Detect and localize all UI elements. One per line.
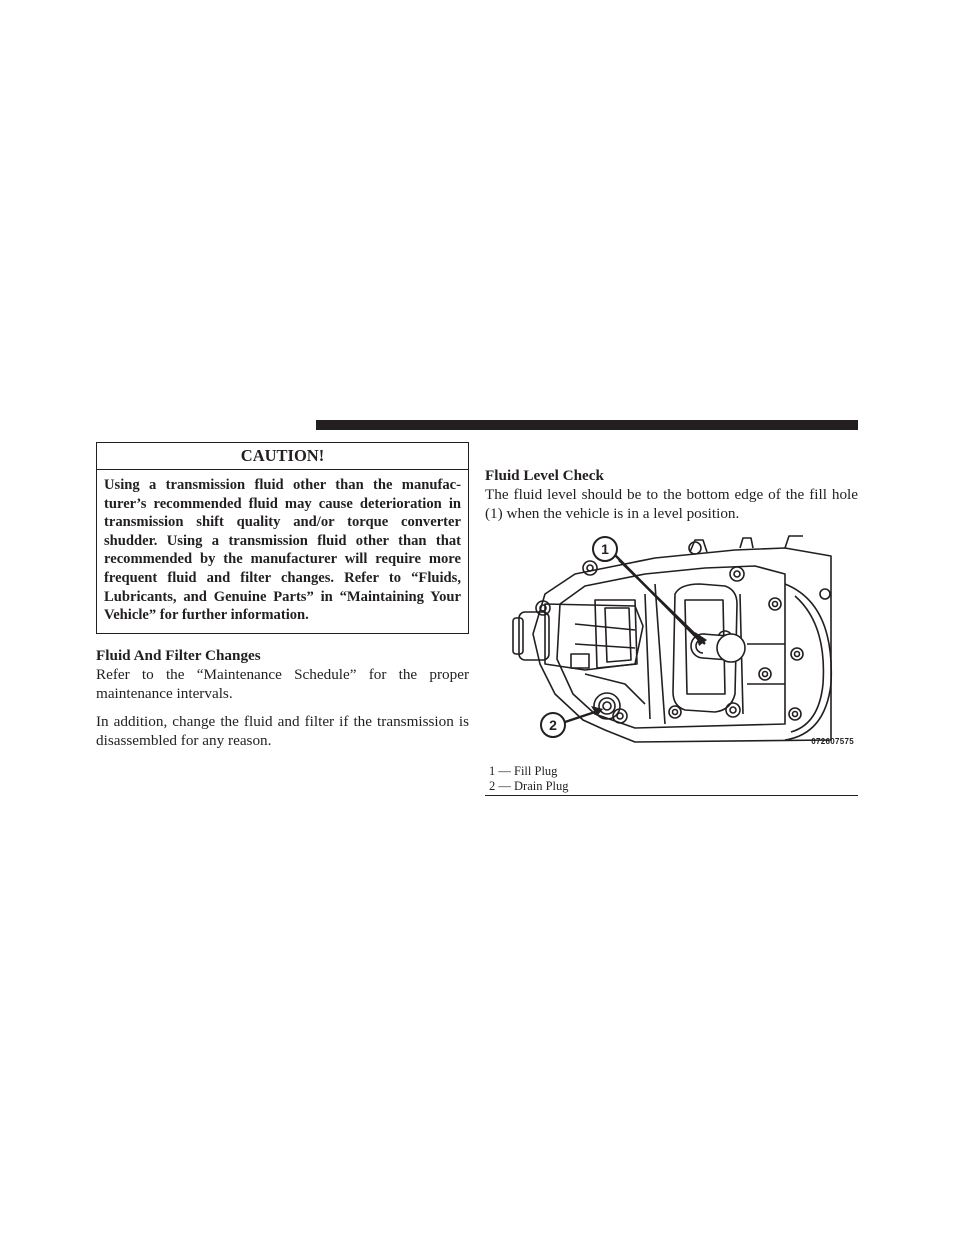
transmission-figure xyxy=(485,534,858,762)
fluid-filter-heading: Fluid And Filter Changes xyxy=(96,646,261,664)
fluid-filter-para-2: In addition, change the fluid and filter if the transmission is disassembled for any reason. xyxy=(96,712,469,749)
figure-legend xyxy=(485,764,858,793)
fluid-level-heading: Fluid Level Check xyxy=(485,467,604,484)
right-column xyxy=(485,466,858,796)
figure-code: 072607575 xyxy=(811,737,854,746)
left-column xyxy=(96,442,469,750)
header-bar xyxy=(316,420,858,430)
callout-2: 2 xyxy=(549,717,557,733)
legend-item-drain-plug: 2 — Drain Plug xyxy=(489,778,569,793)
fluid-level-para: The fluid level should be to the bottom edge of the fill hole (1) when the vehicle is in a level position. xyxy=(485,486,858,522)
legend-divider xyxy=(485,795,858,796)
fluid-filter-para-1: Refer to the “Maintenance Schedule” for the proper maintenance intervals. xyxy=(96,665,469,702)
caution-title: CAUTION! xyxy=(97,443,468,470)
transmission-illustration xyxy=(485,534,858,762)
caution-box xyxy=(96,442,469,634)
callout-1: 1 xyxy=(601,541,609,557)
legend-item-fill-plug: 1 — Fill Plug xyxy=(489,764,558,778)
caution-text: Using a transmission fluid other than the manufac-turer’s recommended fluid may cause deterioration in transmission shift quality and/or torque converter shudder. Using a transmission fluid other than that recommended by the manufacturer will require more frequent fluid and filter changes. Refer to “Fluids, Lubricants, and Genuine Parts” in “Maintaining Your Vehicle” for further information. xyxy=(104,477,461,624)
